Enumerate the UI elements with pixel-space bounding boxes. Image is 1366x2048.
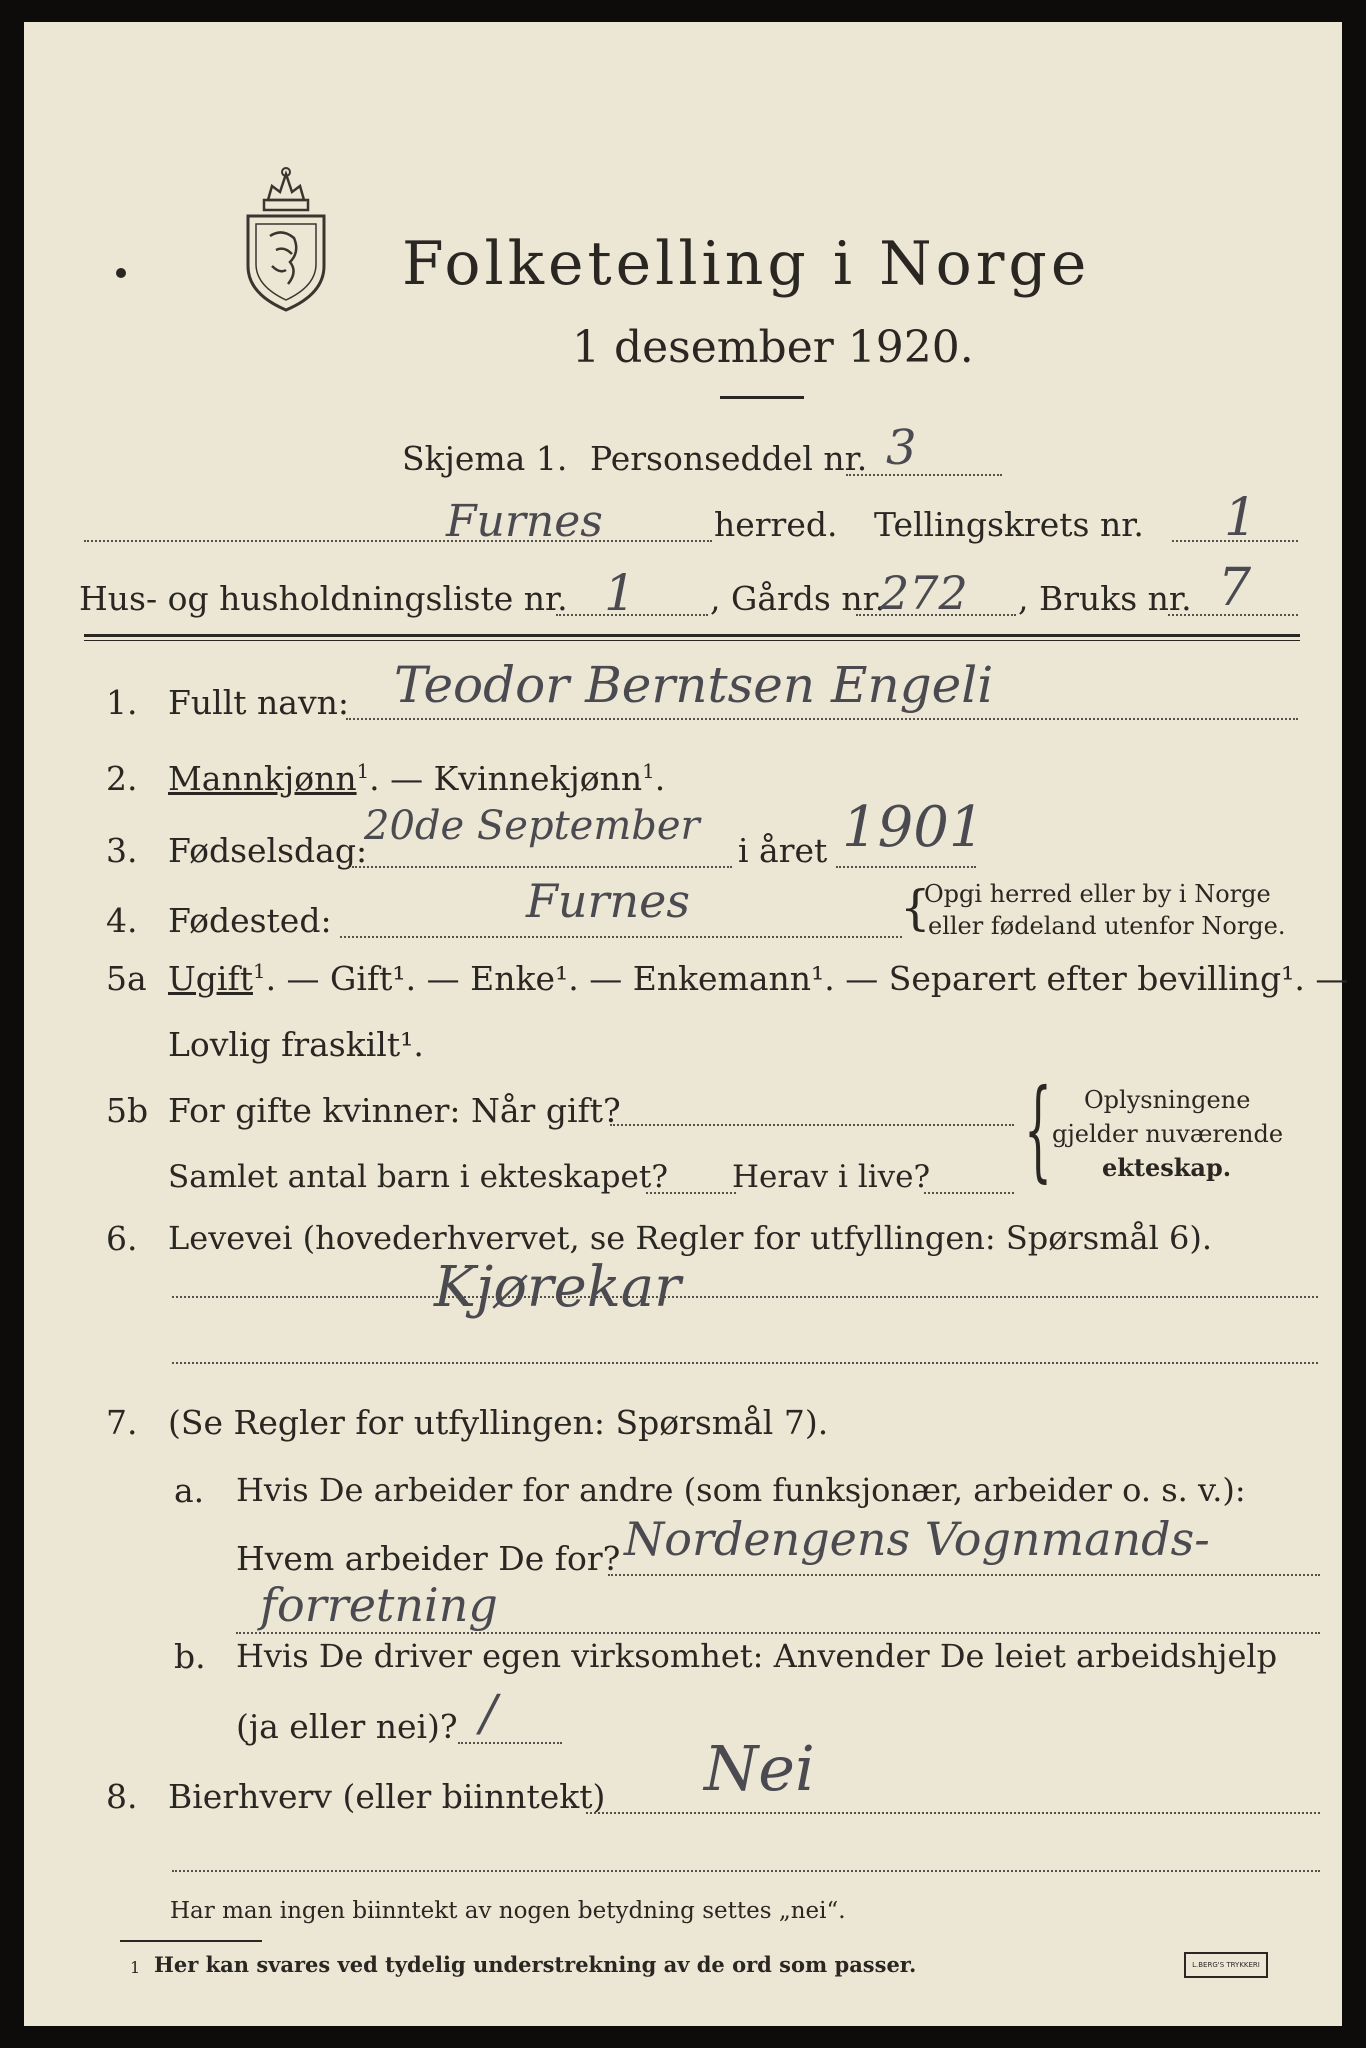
hus-value: 1 xyxy=(604,564,636,622)
footnote-rule xyxy=(120,1940,262,1942)
q5b-note-line2: gjelder nuværende xyxy=(1052,1120,1284,1148)
q7-number: 7. xyxy=(106,1403,138,1442)
tellingskrets-label: Tellingskrets nr. xyxy=(874,505,1144,544)
q1-number: 1. xyxy=(106,683,138,722)
gards-value: 272 xyxy=(880,566,968,620)
section-rule-top xyxy=(84,634,1300,637)
q6-line2 xyxy=(172,1362,1318,1364)
margin-dot xyxy=(116,268,126,278)
census-date: 1 desember 1920. xyxy=(572,322,974,373)
q7b-text: Hvis De driver egen virksomhet: Anvender De leiet arbeidshjelp xyxy=(236,1637,1278,1675)
footnote-text: Her kan svares ved tydelig understrekning av de ord som passer. xyxy=(154,1952,917,1977)
skjema-label: Skjema 1. xyxy=(402,439,568,478)
section-rule-bottom xyxy=(84,640,1300,641)
q4-brace: { xyxy=(900,880,931,936)
herred-label: herred. xyxy=(714,505,838,544)
q7a-text: Hvis De arbeider for andre (som funksjonær, arbeider o. s. v.): xyxy=(236,1471,1246,1509)
q3-day-line xyxy=(352,866,732,868)
herred-value: Furnes xyxy=(446,496,603,547)
q3-number: 3. xyxy=(106,831,138,870)
option-mannkjonn[interactable]: Mannkjønn xyxy=(168,759,357,798)
personseddel-label: Personseddel nr. xyxy=(590,439,868,478)
q5b-children-line xyxy=(646,1192,736,1194)
q7b-question: (ja eller nei)? xyxy=(236,1707,458,1746)
q5a-options-line2: Lovlig fraskilt¹. xyxy=(168,1025,424,1064)
q3-year-label: i året xyxy=(738,831,828,870)
tellingskrets-value: 1 xyxy=(1224,488,1258,548)
census-form-sheet xyxy=(24,22,1349,2026)
q3-year-value: 1901 xyxy=(842,795,985,860)
norwegian-coat-of-arms-icon xyxy=(238,166,334,314)
q4-value: Furnes xyxy=(526,874,690,928)
personseddel-value: 3 xyxy=(886,420,917,476)
q7b-letter: b. xyxy=(174,1637,206,1676)
q8-line2 xyxy=(172,1870,1320,1872)
q4-note-line1: Opgi herred eller by i Norge xyxy=(924,880,1271,908)
q5b-line1: For gifte kvinner: Når gift? xyxy=(168,1091,621,1130)
q4-number: 4. xyxy=(106,901,138,940)
q7a-question: Hvem arbeider De for? xyxy=(236,1539,621,1578)
q8-label: Bierhverv (eller biinntekt) xyxy=(168,1777,606,1816)
q3-year-line xyxy=(836,866,976,868)
q1-label: Fullt navn: xyxy=(168,683,349,722)
q7a-value-line1: Nordengens Vognmands- xyxy=(624,1512,1210,1566)
q4-line xyxy=(340,936,902,938)
q2-options: Mannkjønn$^1$. — Kvinnekjønn$^1$. xyxy=(168,759,666,798)
q5b-brace: { xyxy=(1024,1065,1052,1193)
q4-note-line2: eller fødeland utenfor Norge. xyxy=(928,912,1286,940)
printer-stamp xyxy=(1184,1952,1268,1978)
option-ugift[interactable]: Ugift xyxy=(168,959,253,998)
q7a-value-line2: forretning xyxy=(260,1578,498,1632)
q7-label: (Se Regler for utfyllingen: Spørsmål 7). xyxy=(168,1403,829,1442)
q6-number: 6. xyxy=(106,1219,138,1258)
hus-label: Hus- og husholdningsliste nr. xyxy=(79,579,568,618)
gards-label: , Gårds nr. xyxy=(710,579,886,618)
q5b-line2a: Samlet antal barn i ekteskapet? xyxy=(168,1159,668,1195)
q7b-value: / xyxy=(480,1684,497,1742)
title-divider xyxy=(720,396,804,399)
q5b-note-line3: ekteskap. xyxy=(1102,1153,1232,1182)
bruks-value: 7 xyxy=(1218,558,1252,618)
q5b-married-line xyxy=(610,1124,1014,1126)
q1-line xyxy=(346,718,1298,720)
q8-value: Nei xyxy=(704,1732,815,1805)
q4-label: Fødested: xyxy=(168,901,332,940)
q5b-line2b: Herav i live? xyxy=(732,1159,931,1195)
q5a-options: Ugift$^1$. — Gift¹. — Enke¹. — Enkemann¹. — Separert efter bevilling¹. — xyxy=(168,959,1349,998)
q3-label: Fødselsdag: xyxy=(168,831,368,870)
q6-label: Levevei (hovederhvervet, se Regler for utfyllingen: Spørsmål 6). xyxy=(168,1219,1213,1257)
q1-value: Teodor Berntsen Engeli xyxy=(394,656,994,714)
footer-note: Har man ingen biinntekt av nogen betydning settes „nei“. xyxy=(170,1898,846,1924)
q7a-line1 xyxy=(608,1574,1320,1576)
q2-number: 2. xyxy=(106,759,138,798)
printer-stamp-text: L.BERG'S TRYKKERI xyxy=(1192,1961,1260,1969)
q6-value: Kjørekar xyxy=(434,1255,681,1320)
herred-line xyxy=(84,540,712,542)
q7a-line2 xyxy=(236,1632,1320,1634)
personseddel-line xyxy=(846,474,1002,476)
form-title: Folketelling i Norge xyxy=(402,229,1091,299)
footnote-number: 1 xyxy=(130,1958,141,1977)
q7a-letter: a. xyxy=(174,1471,205,1510)
q5b-alive-line xyxy=(924,1192,1014,1194)
bruks-label: , Bruks nr. xyxy=(1018,579,1192,618)
option-kvinnekjonn[interactable]: Kvinnekjønn xyxy=(433,759,643,798)
q8-line1 xyxy=(586,1812,1320,1814)
q6-line1 xyxy=(172,1296,1318,1298)
q8-number: 8. xyxy=(106,1777,138,1816)
q5b-note-line1: Oplysningene xyxy=(1084,1086,1251,1114)
q5b-number: 5b xyxy=(106,1091,149,1130)
q7b-line xyxy=(458,1742,562,1744)
q5a-number: 5a xyxy=(106,959,147,998)
q3-day-value: 20de September xyxy=(364,803,700,849)
